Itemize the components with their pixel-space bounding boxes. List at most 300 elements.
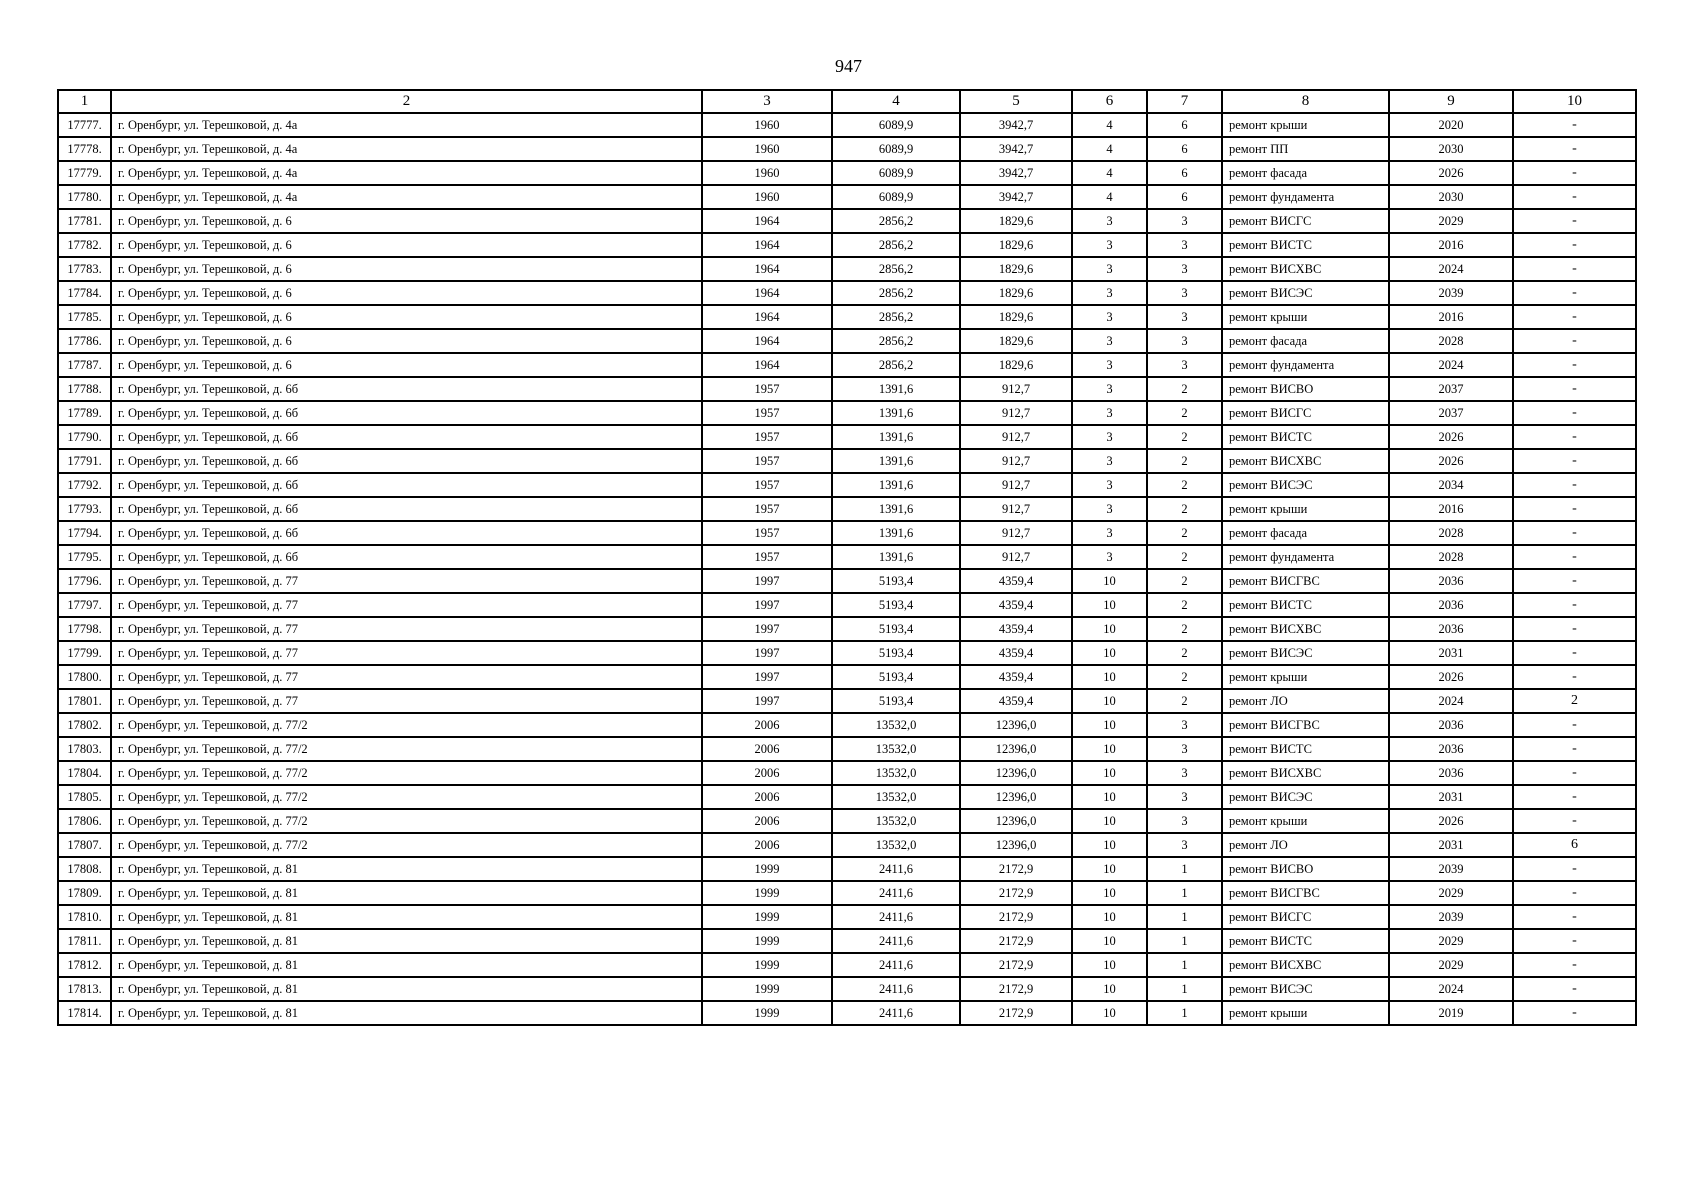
year-cell: 2016 [1389,305,1513,329]
repair-type-cell: ремонт ВИСХВС [1222,617,1389,641]
table-row [58,521,1636,545]
note-cell: - [1513,449,1636,473]
row-number-cell: 17791. [58,449,111,473]
note-cell: - [1513,1001,1636,1025]
total-area-cell: 1391,6 [832,497,960,521]
build-year-cell: 2006 [702,785,832,809]
note-cell: - [1513,737,1636,761]
table-row [58,233,1636,257]
build-year-cell: 1960 [702,137,832,161]
floors-cell: 3 [1072,449,1147,473]
table-row [58,209,1636,233]
living-area-cell: 4359,4 [960,569,1072,593]
floors-cell: 10 [1072,977,1147,1001]
living-area-cell: 4359,4 [960,593,1072,617]
entrances-cell: 1 [1147,929,1222,953]
repair-type-cell: ремонт ВИСВО [1222,377,1389,401]
note-cell: - [1513,617,1636,641]
address-cell: г. Оренбург, ул. Терешковой, д. 6 [111,257,702,281]
address-cell: г. Оренбург, ул. Терешковой, д. 77/2 [111,713,702,737]
year-cell: 2016 [1389,233,1513,257]
total-area-cell: 2411,6 [832,905,960,929]
repair-type-cell: ремонт ВИСТС [1222,593,1389,617]
repair-type-cell: ремонт ВИСХВС [1222,761,1389,785]
total-area-cell: 2856,2 [832,257,960,281]
living-area-cell: 1829,6 [960,305,1072,329]
repair-type-cell: ремонт фасада [1222,329,1389,353]
table-row [58,857,1636,881]
total-area-cell: 13532,0 [832,785,960,809]
living-area-cell: 1829,6 [960,281,1072,305]
living-area-cell: 12396,0 [960,713,1072,737]
note-cell: - [1513,545,1636,569]
repair-type-cell: ремонт фасада [1222,521,1389,545]
note-cell: - [1513,281,1636,305]
living-area-cell: 2172,9 [960,953,1072,977]
total-area-cell: 5193,4 [832,665,960,689]
repair-type-cell: ремонт ВИСТС [1222,737,1389,761]
build-year-cell: 1960 [702,161,832,185]
year-cell: 2031 [1389,785,1513,809]
row-number-cell: 17811. [58,929,111,953]
note-cell: 6 [1513,833,1636,857]
row-number-cell: 17809. [58,881,111,905]
row-number-cell: 17796. [58,569,111,593]
year-cell: 2031 [1389,641,1513,665]
entrances-cell: 6 [1147,137,1222,161]
note-cell: - [1513,977,1636,1001]
row-number-cell: 17782. [58,233,111,257]
build-year-cell: 1999 [702,929,832,953]
year-cell: 2019 [1389,1001,1513,1025]
address-cell: г. Оренбург, ул. Терешковой, д. 6б [111,425,702,449]
entrances-cell: 3 [1147,785,1222,809]
table-row [58,593,1636,617]
note-cell: - [1513,305,1636,329]
year-cell: 2037 [1389,377,1513,401]
year-cell: 2030 [1389,137,1513,161]
repair-type-cell: ремонт крыши [1222,1001,1389,1025]
note-cell: - [1513,521,1636,545]
build-year-cell: 1957 [702,449,832,473]
note-cell: - [1513,137,1636,161]
table-row [58,953,1636,977]
address-cell: г. Оренбург, ул. Терешковой, д. 77 [111,593,702,617]
note-cell: - [1513,905,1636,929]
build-year-cell: 1999 [702,953,832,977]
address-cell: г. Оренбург, ул. Терешковой, д. 6б [111,377,702,401]
entrances-cell: 2 [1147,545,1222,569]
year-cell: 2024 [1389,257,1513,281]
address-cell: г. Оренбург, ул. Терешковой, д. 6б [111,473,702,497]
living-area-cell: 12396,0 [960,809,1072,833]
column-header-9: 9 [1389,90,1513,113]
row-number-cell: 17787. [58,353,111,377]
floors-cell: 3 [1072,209,1147,233]
entrances-cell: 1 [1147,881,1222,905]
floors-cell: 10 [1072,617,1147,641]
table-row [58,809,1636,833]
address-cell: г. Оренбург, ул. Терешковой, д. 6б [111,545,702,569]
note-cell: - [1513,257,1636,281]
total-area-cell: 2856,2 [832,329,960,353]
living-area-cell: 2172,9 [960,977,1072,1001]
living-area-cell: 912,7 [960,449,1072,473]
floors-cell: 3 [1072,425,1147,449]
build-year-cell: 1999 [702,977,832,1001]
repair-type-cell: ремонт ВИСХВС [1222,953,1389,977]
note-cell: - [1513,761,1636,785]
entrances-cell: 3 [1147,737,1222,761]
entrances-cell: 2 [1147,617,1222,641]
year-cell: 2020 [1389,113,1513,137]
address-cell: г. Оренбург, ул. Терешковой, д. 77/2 [111,785,702,809]
address-cell: г. Оренбург, ул. Терешковой, д. 6 [111,209,702,233]
build-year-cell: 1957 [702,545,832,569]
address-cell: г. Оренбург, ул. Терешковой, д. 77 [111,641,702,665]
address-cell: г. Оренбург, ул. Терешковой, д. 77 [111,665,702,689]
table-body [58,113,1636,1025]
floors-cell: 10 [1072,809,1147,833]
row-number-cell: 17803. [58,737,111,761]
address-cell: г. Оренбург, ул. Терешковой, д. 6 [111,353,702,377]
address-cell: г. Оренбург, ул. Терешковой, д. 4а [111,113,702,137]
address-cell: г. Оренбург, ул. Терешковой, д. 77 [111,569,702,593]
entrances-cell: 2 [1147,497,1222,521]
row-number-cell: 17781. [58,209,111,233]
table-row [58,257,1636,281]
row-number-cell: 17798. [58,617,111,641]
year-cell: 2034 [1389,473,1513,497]
repair-type-cell: ремонт ВИСЭС [1222,641,1389,665]
living-area-cell: 912,7 [960,425,1072,449]
floors-cell: 3 [1072,497,1147,521]
row-number-cell: 17800. [58,665,111,689]
row-number-cell: 17790. [58,425,111,449]
total-area-cell: 13532,0 [832,809,960,833]
entrances-cell: 3 [1147,353,1222,377]
address-cell: г. Оренбург, ул. Терешковой, д. 6 [111,329,702,353]
living-area-cell: 3942,7 [960,161,1072,185]
total-area-cell: 5193,4 [832,617,960,641]
year-cell: 2029 [1389,881,1513,905]
year-cell: 2024 [1389,689,1513,713]
note-cell: - [1513,473,1636,497]
living-area-cell: 3942,7 [960,113,1072,137]
table-row [58,113,1636,137]
living-area-cell: 12396,0 [960,785,1072,809]
floors-cell: 3 [1072,233,1147,257]
total-area-cell: 5193,4 [832,641,960,665]
floors-cell: 10 [1072,737,1147,761]
repair-type-cell: ремонт крыши [1222,809,1389,833]
repair-type-cell: ремонт ВИСЭС [1222,785,1389,809]
row-number-cell: 17807. [58,833,111,857]
repair-type-cell: ремонт ВИСГВС [1222,881,1389,905]
floors-cell: 10 [1072,1001,1147,1025]
floors-cell: 3 [1072,353,1147,377]
page-number: 947 [835,56,862,76]
entrances-cell: 3 [1147,209,1222,233]
floors-cell: 10 [1072,929,1147,953]
column-header-2: 2 [111,90,702,113]
note-cell: 2 [1513,689,1636,713]
year-cell: 2029 [1389,953,1513,977]
entrances-cell: 2 [1147,569,1222,593]
entrances-cell: 3 [1147,761,1222,785]
table-row [58,329,1636,353]
row-number-cell: 17812. [58,953,111,977]
table-row [58,1001,1636,1025]
living-area-cell: 912,7 [960,545,1072,569]
repair-type-cell: ремонт фасада [1222,161,1389,185]
build-year-cell: 1957 [702,473,832,497]
floors-cell: 3 [1072,401,1147,425]
table-row [58,137,1636,161]
year-cell: 2026 [1389,449,1513,473]
build-year-cell: 1957 [702,425,832,449]
year-cell: 2037 [1389,401,1513,425]
build-year-cell: 1957 [702,377,832,401]
total-area-cell: 5193,4 [832,569,960,593]
living-area-cell: 2172,9 [960,881,1072,905]
repair-type-cell: ремонт ВИСТС [1222,929,1389,953]
note-cell: - [1513,377,1636,401]
build-year-cell: 1997 [702,665,832,689]
address-cell: г. Оренбург, ул. Терешковой, д. 6б [111,401,702,425]
address-cell: г. Оренбург, ул. Терешковой, д. 81 [111,905,702,929]
year-cell: 2028 [1389,545,1513,569]
year-cell: 2030 [1389,185,1513,209]
repair-type-cell: ремонт ВИСГС [1222,401,1389,425]
build-year-cell: 2006 [702,713,832,737]
year-cell: 2024 [1389,353,1513,377]
table-row [58,449,1636,473]
row-number-cell: 17799. [58,641,111,665]
table-row [58,281,1636,305]
build-year-cell: 1999 [702,857,832,881]
repair-schedule-table [57,89,1637,1026]
year-cell: 2039 [1389,857,1513,881]
living-area-cell: 3942,7 [960,137,1072,161]
year-cell: 2036 [1389,761,1513,785]
address-cell: г. Оренбург, ул. Терешковой, д. 77/2 [111,761,702,785]
address-cell: г. Оренбург, ул. Терешковой, д. 81 [111,857,702,881]
note-cell: - [1513,953,1636,977]
total-area-cell: 6089,9 [832,161,960,185]
row-number-cell: 17806. [58,809,111,833]
address-cell: г. Оренбург, ул. Терешковой, д. 6 [111,233,702,257]
table-row [58,473,1636,497]
build-year-cell: 1964 [702,353,832,377]
entrances-cell: 2 [1147,521,1222,545]
living-area-cell: 2172,9 [960,1001,1072,1025]
row-number-cell: 17804. [58,761,111,785]
living-area-cell: 912,7 [960,473,1072,497]
year-cell: 2026 [1389,425,1513,449]
build-year-cell: 1997 [702,617,832,641]
note-cell: - [1513,161,1636,185]
repair-type-cell: ремонт ВИСГС [1222,905,1389,929]
row-number-cell: 17810. [58,905,111,929]
entrances-cell: 3 [1147,833,1222,857]
row-number-cell: 17795. [58,545,111,569]
repair-type-cell: ремонт ВИСЭС [1222,977,1389,1001]
floors-cell: 10 [1072,569,1147,593]
year-cell: 2036 [1389,737,1513,761]
floors-cell: 3 [1072,281,1147,305]
year-cell: 2039 [1389,281,1513,305]
floors-cell: 3 [1072,545,1147,569]
row-number-cell: 17785. [58,305,111,329]
address-cell: г. Оренбург, ул. Терешковой, д. 81 [111,977,702,1001]
floors-cell: 10 [1072,881,1147,905]
total-area-cell: 6089,9 [832,113,960,137]
column-header-8: 8 [1222,90,1389,113]
repair-type-cell: ремонт фундамента [1222,185,1389,209]
entrances-cell: 2 [1147,401,1222,425]
living-area-cell: 1829,6 [960,353,1072,377]
entrances-cell: 2 [1147,425,1222,449]
address-cell: г. Оренбург, ул. Терешковой, д. 6б [111,497,702,521]
total-area-cell: 2411,6 [832,881,960,905]
table-row [58,785,1636,809]
build-year-cell: 2006 [702,833,832,857]
living-area-cell: 912,7 [960,497,1072,521]
table-row [58,737,1636,761]
total-area-cell: 6089,9 [832,137,960,161]
floors-cell: 10 [1072,641,1147,665]
note-cell: - [1513,497,1636,521]
entrances-cell: 1 [1147,905,1222,929]
table-row [58,497,1636,521]
living-area-cell: 12396,0 [960,737,1072,761]
repair-type-cell: ремонт ВИСХВС [1222,449,1389,473]
entrances-cell: 6 [1147,185,1222,209]
row-number-cell: 17801. [58,689,111,713]
entrances-cell: 1 [1147,953,1222,977]
address-cell: г. Оренбург, ул. Терешковой, д. 6 [111,281,702,305]
row-number-cell: 17784. [58,281,111,305]
build-year-cell: 1957 [702,401,832,425]
note-cell: - [1513,233,1636,257]
floors-cell: 10 [1072,833,1147,857]
header-row [58,90,1636,113]
total-area-cell: 5193,4 [832,689,960,713]
column-header-5: 5 [960,90,1072,113]
floors-cell: 10 [1072,689,1147,713]
build-year-cell: 2006 [702,761,832,785]
total-area-cell: 6089,9 [832,185,960,209]
note-cell: - [1513,809,1636,833]
repair-type-cell: ремонт крыши [1222,305,1389,329]
address-cell: г. Оренбург, ул. Терешковой, д. 4а [111,185,702,209]
year-cell: 2036 [1389,569,1513,593]
floors-cell: 4 [1072,161,1147,185]
floors-cell: 3 [1072,305,1147,329]
year-cell: 2039 [1389,905,1513,929]
table-row [58,833,1636,857]
row-number-cell: 17802. [58,713,111,737]
row-number-cell: 17789. [58,401,111,425]
note-cell: - [1513,569,1636,593]
table-row [58,881,1636,905]
address-cell: г. Оренбург, ул. Терешковой, д. 77 [111,689,702,713]
repair-type-cell: ремонт фундамента [1222,353,1389,377]
build-year-cell: 1960 [702,113,832,137]
living-area-cell: 4359,4 [960,665,1072,689]
living-area-cell: 1829,6 [960,329,1072,353]
column-header-7: 7 [1147,90,1222,113]
note-cell: - [1513,329,1636,353]
row-number-cell: 17808. [58,857,111,881]
table-row [58,353,1636,377]
entrances-cell: 3 [1147,713,1222,737]
build-year-cell: 1964 [702,233,832,257]
build-year-cell: 1999 [702,881,832,905]
year-cell: 2016 [1389,497,1513,521]
note-cell: - [1513,353,1636,377]
living-area-cell: 4359,4 [960,641,1072,665]
year-cell: 2029 [1389,929,1513,953]
repair-type-cell: ремонт ВИСЭС [1222,281,1389,305]
living-area-cell: 2172,9 [960,905,1072,929]
column-header-10: 10 [1513,90,1636,113]
build-year-cell: 1997 [702,641,832,665]
table-row [58,401,1636,425]
living-area-cell: 912,7 [960,521,1072,545]
row-number-cell: 17794. [58,521,111,545]
floors-cell: 10 [1072,953,1147,977]
note-cell: - [1513,209,1636,233]
total-area-cell: 2856,2 [832,353,960,377]
address-cell: г. Оренбург, ул. Терешковой, д. 77/2 [111,833,702,857]
table-row [58,713,1636,737]
floors-cell: 10 [1072,785,1147,809]
floors-cell: 3 [1072,473,1147,497]
address-cell: г. Оренбург, ул. Терешковой, д. 77 [111,617,702,641]
address-cell: г. Оренбург, ул. Терешковой, д. 77/2 [111,737,702,761]
note-cell: - [1513,593,1636,617]
floors-cell: 3 [1072,257,1147,281]
total-area-cell: 2856,2 [832,281,960,305]
table-row [58,425,1636,449]
address-cell: г. Оренбург, ул. Терешковой, д. 81 [111,1001,702,1025]
address-cell: г. Оренбург, ул. Терешковой, д. 6 [111,305,702,329]
total-area-cell: 2411,6 [832,1001,960,1025]
year-cell: 2036 [1389,617,1513,641]
total-area-cell: 2411,6 [832,977,960,1001]
entrances-cell: 6 [1147,113,1222,137]
address-cell: г. Оренбург, ул. Терешковой, д. 6б [111,449,702,473]
living-area-cell: 1829,6 [960,233,1072,257]
build-year-cell: 1997 [702,593,832,617]
year-cell: 2026 [1389,665,1513,689]
total-area-cell: 1391,6 [832,545,960,569]
repair-type-cell: ремонт крыши [1222,113,1389,137]
table-row [58,161,1636,185]
build-year-cell: 1964 [702,257,832,281]
note-cell: - [1513,401,1636,425]
living-area-cell: 12396,0 [960,761,1072,785]
address-cell: г. Оренбург, ул. Терешковой, д. 4а [111,137,702,161]
column-header-6: 6 [1072,90,1147,113]
note-cell: - [1513,641,1636,665]
repair-type-cell: ремонт ВИСВО [1222,857,1389,881]
row-number-cell: 17780. [58,185,111,209]
floors-cell: 10 [1072,665,1147,689]
build-year-cell: 1960 [702,185,832,209]
